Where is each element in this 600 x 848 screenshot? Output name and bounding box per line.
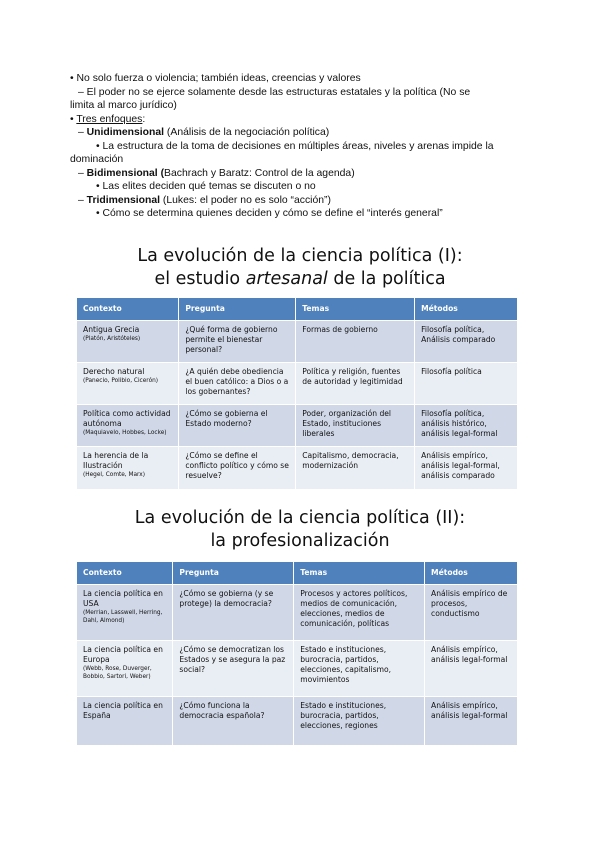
table-row <box>77 447 518 489</box>
cell-topics: Formas de gobierno <box>296 321 415 363</box>
cell-methods: Análisis empírico, análisis legal-formal <box>425 697 518 745</box>
note-line: • Cómo se determina quienes deciden y cómo se define el “interés general” <box>96 208 443 219</box>
note-line <box>70 167 530 181</box>
note-line <box>70 113 530 127</box>
table-header-row <box>77 562 518 585</box>
cell-question: ¿Cómo funciona la democracia española? <box>173 697 294 745</box>
cell-topics: Capitalismo, democracia, modernización <box>296 447 415 489</box>
col-header-pregunta: Pregunta <box>173 562 294 585</box>
cell-context <box>77 697 173 745</box>
cell-topics: Estado e instituciones, burocracia, partidos, elecciones, regiones <box>294 697 425 745</box>
cell-question: ¿Qué forma de gobierno permite el bienestar personal? <box>179 321 296 363</box>
cell-context <box>77 321 179 363</box>
cell-methods: Filosofía política, Análisis comparado <box>415 321 518 363</box>
context-text: La ciencia política en USA <box>83 589 163 608</box>
cell-methods: Análisis empírico de procesos, conductismo <box>425 585 518 641</box>
note-line: – El poder no se ejerce solamente desde las estructuras estatales y la política (No se <box>78 86 471 98</box>
title-italic: artesanal <box>245 269 328 289</box>
title-line: La evolución de la ciencia política (I): <box>137 246 463 266</box>
approach-name: Bidimensional ( <box>86 167 165 179</box>
cell-question: ¿Cómo se gobierna (y se protege) la democracia? <box>173 585 294 641</box>
colon: : <box>142 113 146 125</box>
table-header-row <box>77 298 518 321</box>
col-header-temas: Temas <box>296 298 415 321</box>
note-line: • No solo fuerza o violencia; también ideas, creencias y valores <box>70 73 361 84</box>
approaches-heading: Tres enfoques <box>76 113 143 125</box>
approach-name: Tridimensional <box>86 194 160 206</box>
cell-context <box>77 447 179 489</box>
cell-context <box>77 363 179 405</box>
cell-methods: Análisis empírico, análisis legal-formal, análisis comparado <box>415 447 518 489</box>
cell-methods: Filosofía política, análisis histórico, análisis legal-formal <box>415 405 518 447</box>
context-authors: (Webb, Rose, Duverger, Bobbio, Sartori, Weber) <box>83 666 152 680</box>
table-profesionalizacion <box>77 562 518 745</box>
col-header-temas: Temas <box>294 562 425 585</box>
col-header-metodos: Métodos <box>425 562 518 585</box>
note-line <box>70 126 530 140</box>
slide-title-1 <box>0 245 600 291</box>
note-line <box>70 194 530 208</box>
table-row <box>77 363 518 405</box>
note-line: • Las elites deciden qué temas se discuten o no <box>96 181 316 192</box>
col-header-pregunta: Pregunta <box>179 298 296 321</box>
approach-desc: Bachrach y Baratz: Control de la agenda) <box>164 167 355 179</box>
bullet: • <box>70 113 77 125</box>
approach-desc: (Lukes: el poder no es solo “acción”) <box>160 194 331 206</box>
dash: – <box>78 167 87 179</box>
cell-topics: Estado e instituciones, burocracia, partidos, elecciones, capitalismo, movimientos <box>294 641 425 697</box>
context-text: La herencia de la Ilustración <box>83 451 149 470</box>
note-line: limita al marco jurídico) <box>70 100 177 111</box>
notes-block <box>70 72 530 221</box>
table-artesanal <box>77 298 518 489</box>
cell-methods: Análisis empírico, análisis legal-formal <box>425 641 518 697</box>
context-text: Derecho natural <box>83 367 145 376</box>
context-authors: (Maquiavelo, Hobbes, Locke) <box>83 430 167 436</box>
slide-title-2 <box>0 507 600 553</box>
context-authors: (Panecio, Polibio, Cicerón) <box>83 378 159 384</box>
cell-methods: Filosofía política <box>415 363 518 405</box>
title-line: La evolución de la ciencia política (II): <box>134 508 466 528</box>
context-authors: (Merrian, Lasswell, Herring, Dahl, Almond) <box>83 610 163 624</box>
cell-question: ¿Cómo se democratizan los Estados y se asegura la paz social? <box>173 641 294 697</box>
context-text: La ciencia política en Europa <box>83 645 163 664</box>
context-text: Antigua Grecia <box>83 325 140 334</box>
note-line: • La estructura de la toma de decisiones en múltiples áreas, niveles y arenas impide la <box>96 140 494 152</box>
context-authors: (Platón, Aristóteles) <box>83 336 141 342</box>
cell-question: ¿Cómo se define el conflicto político y cómo se resuelve? <box>179 447 296 489</box>
title-line <box>0 268 600 291</box>
cell-context <box>77 405 179 447</box>
cell-topics: Procesos y actores políticos, medios de comunicación, elecciones, medios de comunicación, políticas <box>294 585 425 641</box>
context-text: Política como actividad autónoma <box>83 409 171 428</box>
col-header-contexto: Contexto <box>77 298 179 321</box>
table-row <box>77 697 518 745</box>
context-text: La ciencia política en España <box>83 701 163 720</box>
cell-context <box>77 641 173 697</box>
table-row <box>77 585 518 641</box>
context-authors: (Hegel, Comte, Marx) <box>83 472 145 478</box>
approach-name: Unidimensional <box>86 127 165 138</box>
table-row <box>77 641 518 697</box>
table-row <box>77 321 518 363</box>
table-row <box>77 405 518 447</box>
dash: – <box>78 194 87 206</box>
title-text: el estudio <box>154 269 246 289</box>
dash: – <box>78 127 87 138</box>
cell-question: ¿A quién debe obediencia el buen católico: a Dios o a los gobernantes? <box>179 363 296 405</box>
title-text: de la política <box>327 269 446 289</box>
approach-desc: (Análisis de la negociación política) <box>164 127 330 138</box>
title-line: la profesionalización <box>210 531 390 551</box>
cell-context <box>77 585 173 641</box>
cell-topics: Poder, organización del Estado, instituciones liberales <box>296 405 415 447</box>
cell-question: ¿Cómo se gobierna el Estado moderno? <box>179 405 296 447</box>
col-header-metodos: Métodos <box>415 298 518 321</box>
note-line: dominación <box>70 154 124 165</box>
cell-topics: Política y religión, fuentes de autoridad y legitimidad <box>296 363 415 405</box>
col-header-contexto: Contexto <box>77 562 173 585</box>
